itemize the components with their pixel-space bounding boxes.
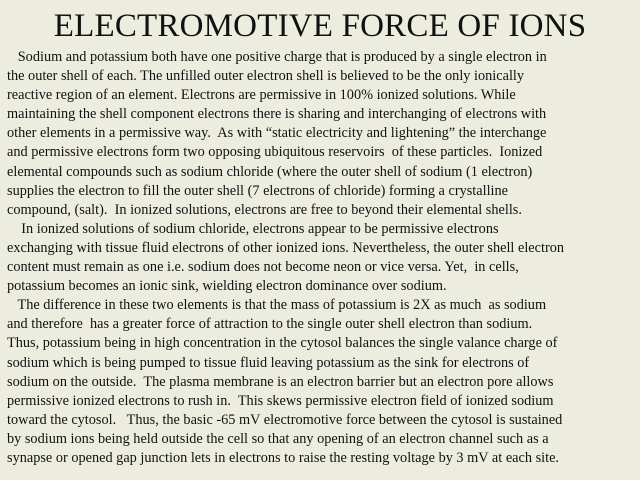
text-line: In ionized solutions of sodium chloride, electrons appear to be permissive electrons [7, 220, 499, 237]
text-line: Thus, potassium being in high concentration in the cytosol balances the single valance charge of [7, 335, 558, 352]
text-line: sodium on the outside. The plasma membrane is an electron barrier but an electron pore allows [7, 373, 554, 390]
paragraph-potassium-mass-difference [7, 296, 637, 468]
text-line: and therefore has a greater force of attraction to the single outer shell electron than sodium. [7, 316, 533, 333]
text-line: Sodium and potassium both have one positive charge that is produced by a single electron in [7, 49, 547, 65]
paragraph-sodium-chloride-solutions [7, 220, 637, 296]
slide-title: ELECTROMOTIVE FORCE OF IONS [53, 8, 587, 44]
text-line: sodium which is being pumped to tissue fluid leaving potassium as the sink for electrons of [7, 354, 530, 371]
text-line: maintaining the shell component electrons there is sharing and interchanging of electrons with [7, 106, 547, 123]
text-line: reactive region of an element. Electrons are permissive in 100% ionized solutions. While [7, 87, 516, 104]
text-line: toward the cytosol. Thus, the basic -65 mV electromotive force between the cytosol is sustained [7, 411, 563, 428]
text-line: by sodium ions being held outside the cell so that any opening of an electron channel such as a [7, 430, 549, 447]
text-line: potassium becomes an ionic sink, wielding electron dominance over sodium. [7, 278, 447, 295]
paragraph-sodium-potassium-charge [7, 48, 637, 220]
text-line: The difference in these two elements is that the mass of potassium is 2X as much as sodium [7, 297, 547, 314]
text-line: permissive ionized electrons to rush in. This skews permissive electron field of ionized sodium [7, 392, 554, 409]
text-line: other elements in a permissive way. As with “static electricity and lightening” the interchange [7, 125, 547, 142]
text-line: synapse or opened gap junction lets in electrons to raise the resting voltage by 3 mV at each site. [7, 449, 560, 466]
text-line: supplies the electron to fill the outer shell (7 electrons of chloride) forming a crystalline [7, 182, 509, 199]
slide-body [7, 48, 637, 468]
text-line: exchanging with tissue fluid electrons of other ionized ions. Nevertheless, the outer shell electron [7, 239, 565, 256]
text-line: the outer shell of each. The unfilled outer electron shell is believed to be the only ionically [7, 68, 525, 85]
text-line: compound, (salt). In ionized solutions, electrons are free to beyond their elemental shells. [7, 201, 522, 218]
text-line: content must remain as one i.e. sodium does not become neon or vice versa. Yet, in cells, [7, 259, 519, 276]
text-line: elemental compounds such as sodium chloride (where the outer shell of sodium (1 electron) [7, 163, 533, 180]
text-line: and permissive electrons form two opposing ubiquitous reservoirs of these particles. Ionized [7, 144, 543, 161]
